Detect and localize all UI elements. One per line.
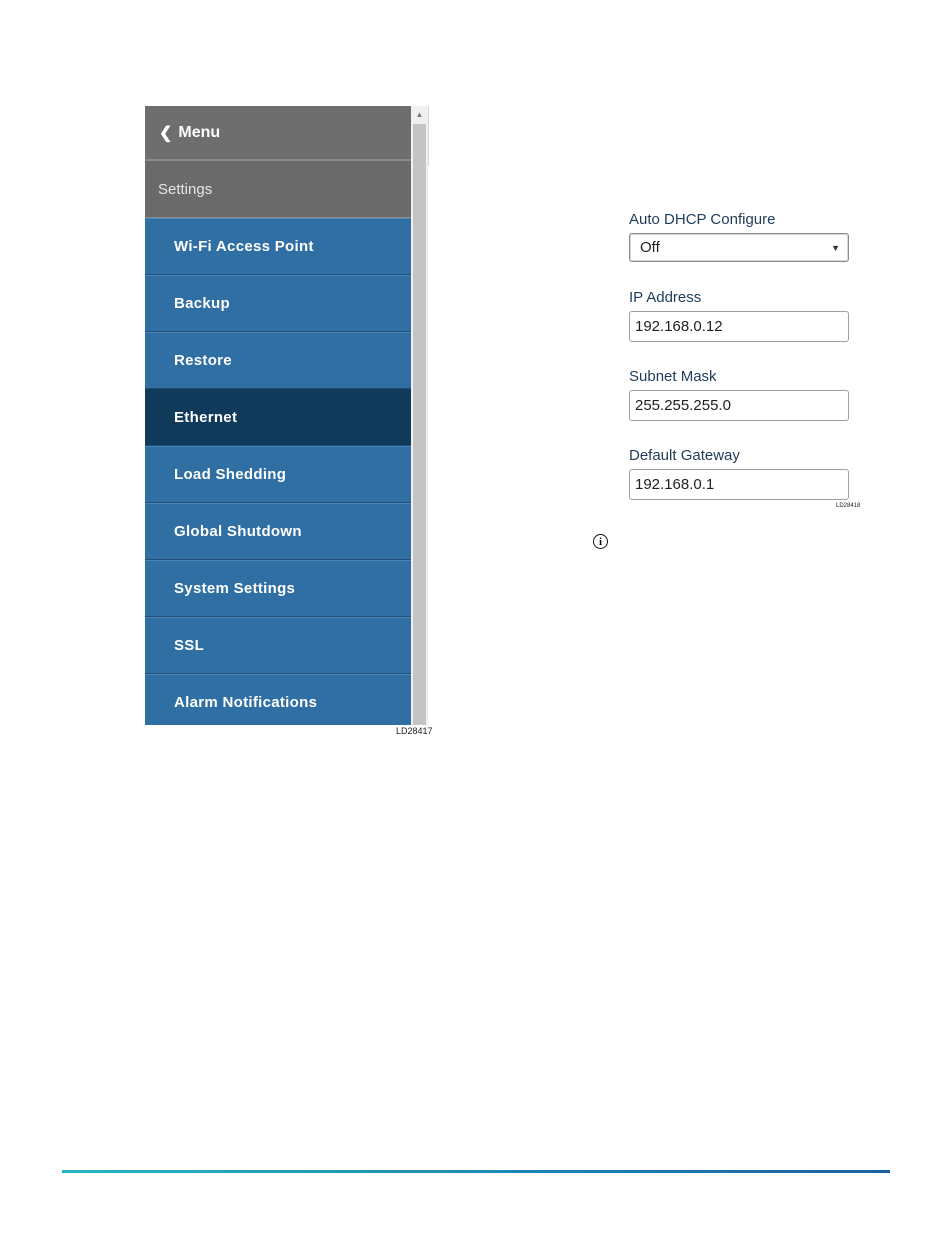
figure-label-right: LD28418: [836, 503, 861, 509]
menu-section-header: Settings: [145, 161, 411, 218]
subnet-mask-label: Subnet Mask: [629, 368, 717, 385]
default-gateway-input[interactable]: [629, 469, 849, 500]
menu-item-wifi-access-point[interactable]: Wi-Fi Access Point: [145, 218, 411, 275]
dropdown-arrow-icon: ▼: [831, 242, 840, 253]
menu-item-alarm-notifications[interactable]: Alarm Notifications: [145, 674, 411, 725]
chevron-left-icon: ❮: [159, 124, 173, 142]
ip-address-label: IP Address: [629, 289, 702, 306]
default-gateway-label: Default Gateway: [629, 447, 740, 464]
figure-label-left: LD28417: [396, 726, 433, 736]
menu-item-load-shedding[interactable]: Load Shedding: [145, 446, 411, 503]
ip-address-input[interactable]: [629, 311, 849, 342]
dhcp-select[interactable]: [629, 233, 849, 262]
menu-item-ssl[interactable]: SSL: [145, 617, 411, 674]
footer-divider: [62, 1170, 890, 1173]
menu-item-backup[interactable]: Backup: [145, 275, 411, 332]
menu-item-system-settings[interactable]: System Settings: [145, 560, 411, 617]
menu-item-restore[interactable]: Restore: [145, 332, 411, 389]
ethernet-settings-form: [629, 210, 853, 500]
dhcp-select-value: Off: [640, 239, 660, 256]
scroll-edge-divider: [428, 106, 429, 166]
menu-back-button[interactable]: [145, 106, 411, 161]
dhcp-label: Auto DHCP Configure: [629, 211, 776, 228]
scroll-up-arrow-icon[interactable]: ▲: [415, 109, 424, 119]
menu-item-ethernet[interactable]: Ethernet: [145, 389, 411, 446]
settings-menu-panel: [145, 106, 411, 725]
menu-item-global-shutdown[interactable]: Global Shutdown: [145, 503, 411, 560]
menu-back-label: Menu: [178, 123, 221, 141]
scrollbar-thumb[interactable]: [413, 124, 426, 725]
menu-scrollbar[interactable]: [411, 106, 428, 725]
subnet-mask-input[interactable]: [629, 390, 849, 421]
info-icon: i: [593, 534, 608, 549]
